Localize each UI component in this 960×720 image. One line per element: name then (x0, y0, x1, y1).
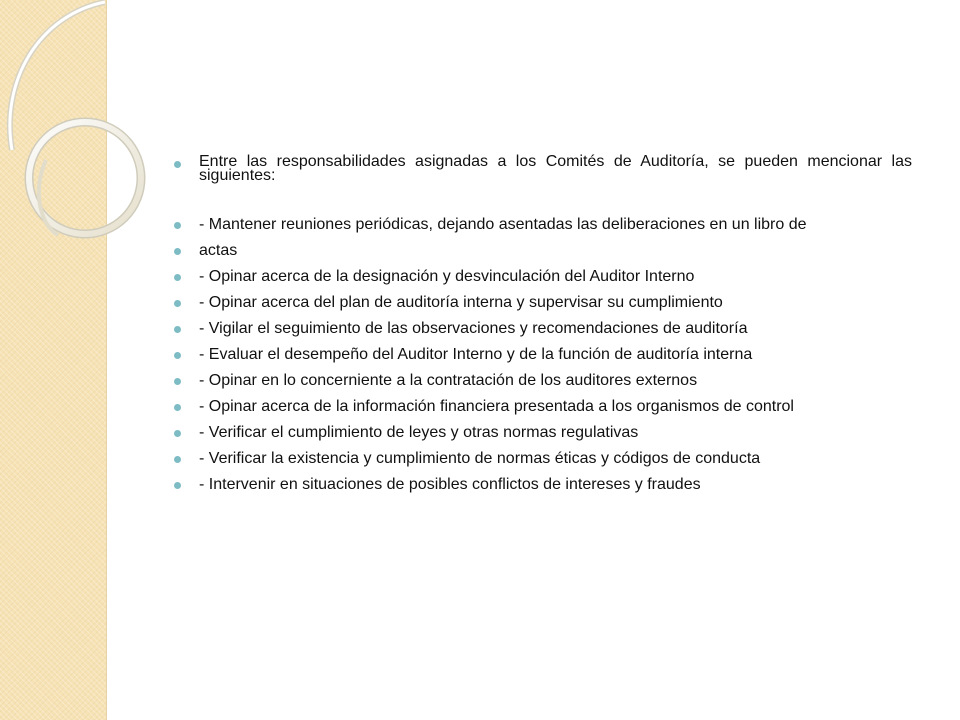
list-item-text: - Opinar acerca de la designación y desvinculación del Auditor Interno (199, 268, 695, 285)
list-item (172, 268, 912, 294)
bullet-icon (174, 248, 181, 255)
list-item (172, 424, 912, 450)
list-item-text: - Vigilar el seguimiento de las observaciones y recomendaciones de auditoría (199, 320, 748, 337)
bullet-icon (174, 482, 181, 489)
list-item (172, 216, 912, 242)
list-item-text: - Intervenir en situaciones de posibles conflictos de intereses y fraudes (199, 476, 701, 493)
bullet-icon (174, 274, 181, 281)
bullet-icon (174, 404, 181, 411)
list-item (172, 398, 912, 424)
bullet-icon (174, 326, 181, 333)
bullet-icon (174, 352, 181, 359)
list-item (172, 320, 912, 346)
list-item-text: - Opinar en lo concerniente a la contratación de los auditores externos (199, 372, 698, 389)
list-item-text: - Opinar acerca de la información financiera presentada a los organismos de control (199, 398, 794, 415)
list-item (172, 242, 912, 268)
responsibilities-list (172, 216, 912, 502)
list-item-text: - Verificar el cumplimiento de leyes y otras normas regulativas (199, 424, 639, 441)
list-item-text: actas (199, 242, 238, 259)
list-item-text: - Verificar la existencia y cumplimiento de normas éticas y códigos de conducta (199, 450, 761, 467)
bullet-icon (174, 161, 181, 168)
bullet-icon (174, 222, 181, 229)
slide-content (172, 155, 912, 502)
bullet-icon (174, 430, 181, 437)
intro-text: Entre las responsabilidades asignadas a los Comités de Auditoría, se pueden mencionar las siguientes: (199, 153, 912, 184)
list-item (172, 372, 912, 398)
list-item (172, 294, 912, 320)
list-item-text: - Evaluar el desempeño del Auditor Interno y de la función de auditoría interna (199, 346, 753, 363)
intro-paragraph (172, 155, 912, 183)
list-item-text: - Mantener reuniones periódicas, dejando asentadas las deliberaciones en un libro de (199, 216, 807, 233)
list-item (172, 450, 912, 476)
list-item (172, 346, 912, 372)
list-item (172, 476, 912, 502)
bullet-icon (174, 378, 181, 385)
decorative-rings-graphic (0, 0, 200, 320)
bullet-icon (174, 456, 181, 463)
list-item-text: - Opinar acerca del plan de auditoría interna y supervisar su cumplimiento (199, 294, 723, 311)
bullet-icon (174, 300, 181, 307)
